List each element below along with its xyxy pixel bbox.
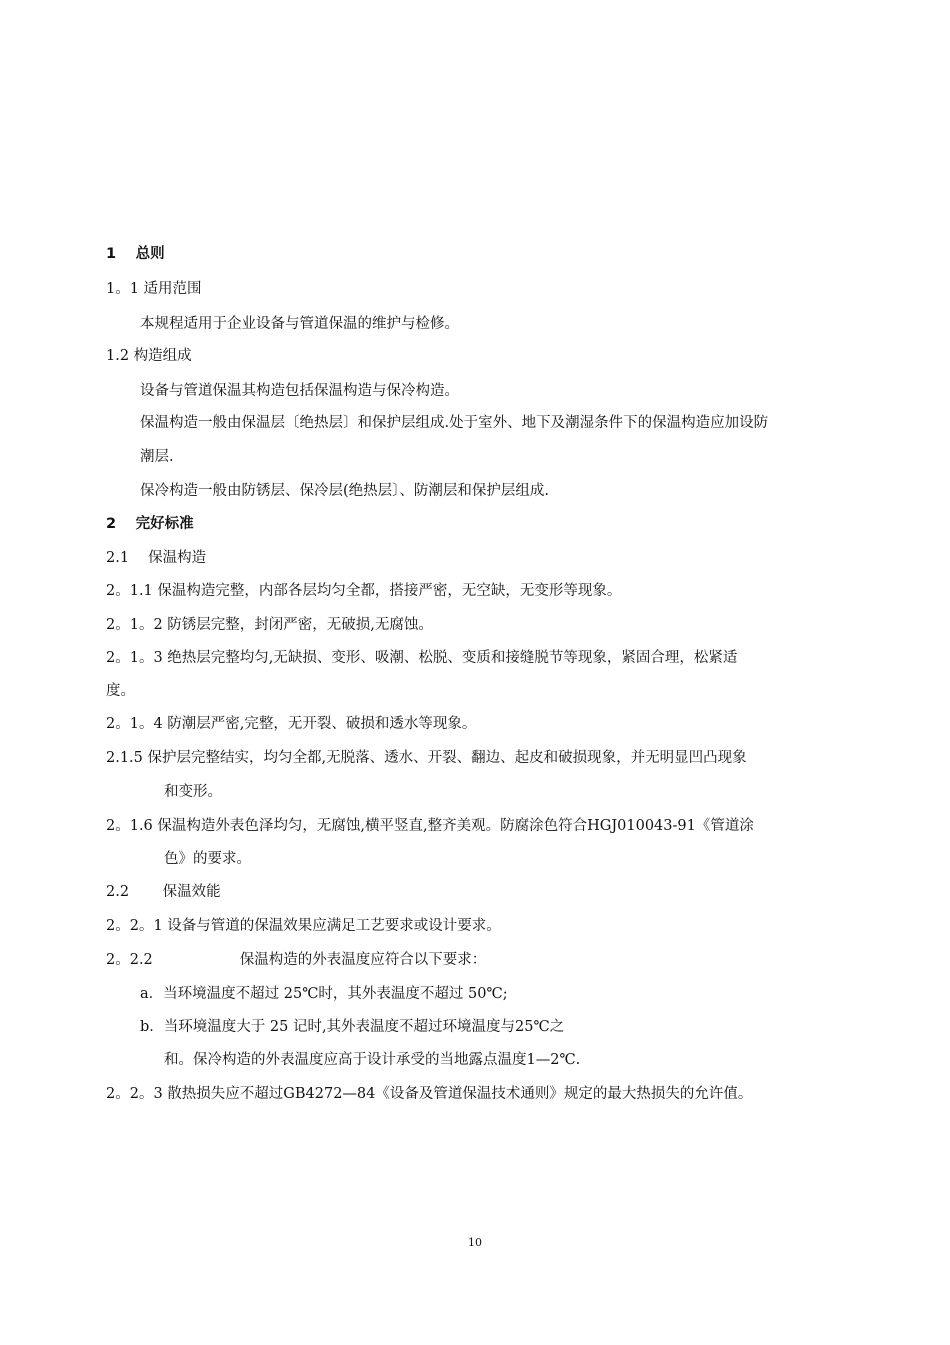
item-2-1-6-line2: 色》的要求。 xyxy=(164,851,251,867)
paragraph-composition-1: 设备与管道保温其构造包括保温构造与保冷构造。 xyxy=(140,383,459,399)
item-2-1-5-line1: 2.1.5 保护层完整结实，均匀全都,无脱落、透水、开裂、翻边、起皮和破损现象，并无明显凹凸现象 xyxy=(106,750,747,766)
item-2-2-1: 2。2。1 设备与管道的保温效果应满足工艺要求或设计要求。 xyxy=(106,918,501,934)
subsection-heading-insulation-structure: 2.1 保温构造 xyxy=(106,550,207,566)
paragraph-composition-2b: 潮层. xyxy=(140,449,174,465)
item-2-1-3-line2: 度。 xyxy=(106,683,135,699)
item-2-1-6-line1: 2。1.6 保温构造外表色泽均匀，无腐蚀,横平竖直,整齐美观。防腐涂色符合HGJ010043-91《管道涂 xyxy=(106,818,754,834)
paragraph-scope: 本规程适用于企业设备与管道保温的维护与检修。 xyxy=(140,316,459,332)
item-2-2-2-b-line2: 和。保冷构造的外表温度应高于设计承受的当地露点温度1—2℃. xyxy=(164,1052,581,1068)
subsection-heading-insulation-performance: 2.2 保温效能 xyxy=(106,884,221,900)
paragraph-composition-2a: 保温构造一般由保温层〔绝热层〕和保护层组成.处于室外、地下及潮湿条件下的保温构造应加设防 xyxy=(140,415,769,431)
subsection-heading-scope: 1。1 适用范围 xyxy=(106,281,202,297)
item-2-1-1: 2。1.1 保温构造完整，内部各层均匀全都，搭接严密，无空缺，无变形等现象。 xyxy=(106,583,622,599)
page-number: 10 xyxy=(468,1236,482,1249)
item-2-2-3: 2。2。3 散热损失应不超过GB4272—84《设备及管道保温技术通则》规定的最大热损失的允许值。 xyxy=(106,1086,753,1102)
section-heading-general: 1 总则 xyxy=(106,246,165,262)
paragraph-composition-3: 保冷构造一般由防锈层、保冷层(绝热层〕、防潮层和保护层组成. xyxy=(140,483,550,499)
item-2-1-3-line1: 2。1。3 绝热层完整均匀,无缺损、变形、吸潮、松脱、变质和接缝脱节等现象，紧固合理，松紧适 xyxy=(106,650,738,666)
item-2-2-2-b-line1: b．当环境温度大于 25 记时,其外表温度不超过环境温度与25℃之 xyxy=(140,1019,565,1035)
subsection-heading-composition: 1.2 构造组成 xyxy=(106,348,192,364)
item-2-2-2-a: a．当环境温度不超过 25℃时，其外表温度不超过 50℃; xyxy=(140,986,508,1002)
section-heading-standards: 2 完好标准 xyxy=(106,516,194,532)
item-2-1-2: 2。1。2 防锈层完整，封闭严密，无破损,无腐蚀。 xyxy=(106,617,433,633)
item-2-1-4: 2。1。4 防潮层严密,完整，无开裂、破损和透水等现象。 xyxy=(106,716,477,732)
item-2-1-5-line2: 和变形。 xyxy=(164,784,222,800)
item-2-2-2: 2。2.2 保温构造的外表温度应符合以下要求： xyxy=(106,952,487,968)
